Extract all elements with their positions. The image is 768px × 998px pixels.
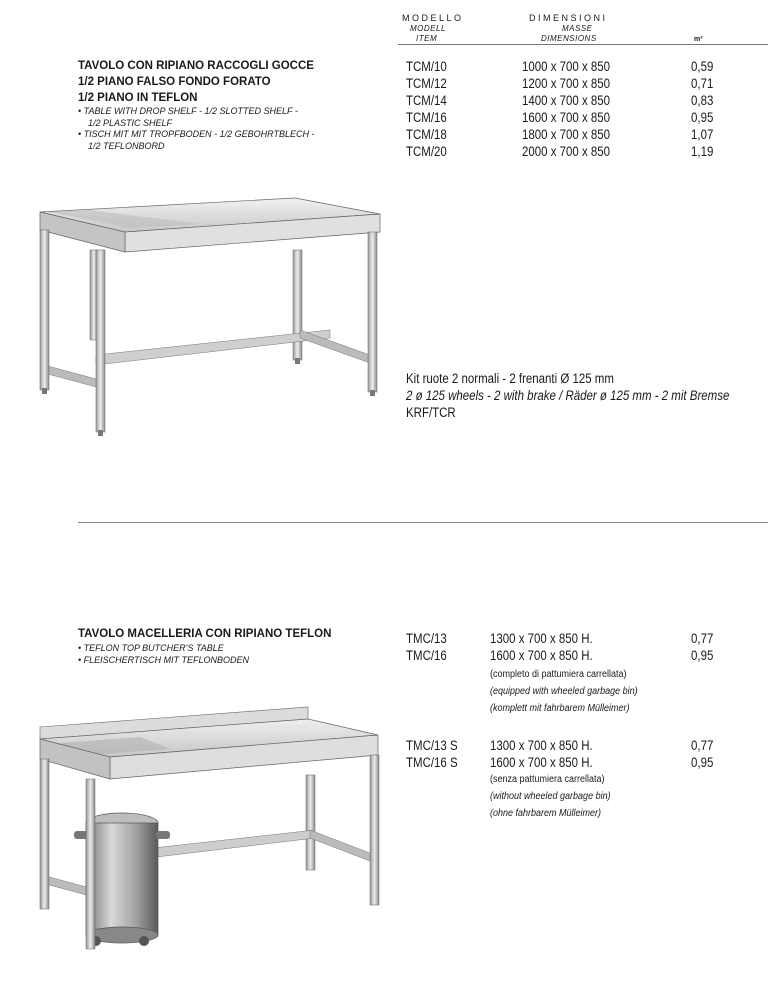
dimensions: 1800 x 700 x 850: [522, 127, 611, 142]
kit-info: [406, 370, 768, 421]
volume: 0,71: [691, 76, 714, 91]
butcher-table-image: [30, 705, 385, 955]
header-masse: MASSE: [562, 24, 593, 33]
section1-title-line: 1/2 PIANO IN TEFLON: [78, 92, 198, 104]
section2-group2: [406, 737, 768, 827]
header-dimensioni: DIMENSIONI: [529, 13, 608, 23]
section1-table: [406, 58, 768, 163]
volume: 0,77: [691, 631, 714, 646]
model-code: TCM/14: [406, 93, 447, 108]
table-row: [406, 109, 447, 126]
model-code: TMC/16 S: [406, 755, 458, 770]
dimensions: 1200 x 700 x 850: [522, 76, 611, 91]
table-row: [406, 126, 447, 143]
volume: 1,19: [691, 144, 714, 159]
table-row: [406, 92, 447, 109]
table-row: [406, 75, 447, 92]
note-line: (ohne fahrbarem Mülleimer): [490, 808, 602, 819]
section-divider: [78, 522, 768, 523]
kit-line-it: Kit ruote 2 normali - 2 frenanti Ø 125 mm: [406, 371, 614, 386]
note-line: (equipped with wheeled garbage bin): [490, 686, 638, 697]
header-dimensions: DIMENSIONS: [541, 34, 597, 43]
volume: 0,59: [691, 59, 714, 74]
note-line: (senza pattumiera carrellata): [490, 774, 605, 785]
dimensions: 1300 x 700 x 850 H.: [490, 738, 593, 753]
model-code: TCM/20: [406, 144, 447, 159]
dimensions: 1600 x 700 x 850: [522, 110, 611, 125]
model-code: TMC/16: [406, 648, 447, 663]
header-item: ITEM: [416, 34, 438, 43]
section1-sub-line: • TABLE WITH DROP SHELF - 1/2 SLOTTED SHELF -: [78, 106, 298, 116]
dimensions: 1400 x 700 x 850: [522, 93, 611, 108]
dimensions: 1300 x 700 x 850 H.: [490, 631, 593, 646]
volume: 0,95: [691, 648, 714, 663]
volume: 0,95: [691, 110, 714, 125]
dimensions: 1000 x 700 x 850: [522, 59, 611, 74]
note-line: (without wheeled garbage bin): [490, 791, 611, 802]
table-row: [406, 143, 447, 160]
volume: 0,95: [691, 755, 714, 770]
model-code: TMC/13: [406, 631, 447, 646]
model-code: TCM/18: [406, 127, 447, 142]
section1-subtitles: [78, 106, 315, 152]
section2-title: TAVOLO MACELLERIA CON RIPIANO TEFLON: [78, 628, 332, 640]
model-code: TCM/10: [406, 59, 447, 74]
section1-title-line: 1/2 PIANO FALSO FONDO FORATO: [78, 76, 271, 88]
volume: 1,07: [691, 127, 714, 142]
model-code: TMC/13 S: [406, 738, 458, 753]
section1-sub-line: 1/2 TEFLONBORD: [88, 140, 165, 151]
dimensions: 1600 x 700 x 850 H.: [490, 755, 593, 770]
header-modello: MODELLO: [402, 13, 464, 23]
section1-sub-line: • TISCH MIT MIT TROPFBODEN - 1/2 GEBOHRTBLECH -: [78, 129, 315, 139]
dimensions: 1600 x 700 x 850 H.: [490, 648, 593, 663]
section2-group1: [406, 630, 768, 720]
volume: 0,77: [691, 738, 714, 753]
header-modell: MODELL: [410, 24, 446, 33]
section2-subtitles: [78, 643, 249, 666]
section1-title: [78, 58, 314, 106]
section1-title-line: TAVOLO CON RIPIANO RACCOGLI GOCCE: [78, 60, 314, 72]
table-drip-shelf-image: [30, 190, 390, 445]
section2-sub-line: • TEFLON TOP BUTCHER'S TABLE: [78, 643, 224, 653]
table-row: [406, 58, 447, 75]
volume: 0,83: [691, 93, 714, 108]
section1-sub-line: 1/2 PLASTIC SHELF: [88, 117, 173, 128]
dimensions: 2000 x 700 x 850: [522, 144, 611, 159]
note-line: (komplett mit fahrbarem Mülleimer): [490, 703, 630, 714]
kit-code: KRF/TCR: [406, 405, 456, 420]
header-m3: m³: [694, 36, 703, 43]
section2-sub-line: • FLEISCHERTISCH MIT TEFLONBODEN: [78, 654, 250, 665]
kit-line-en-de: 2 ø 125 wheels - 2 with brake / Räder ø 125 mm - 2 mit Bremse: [406, 388, 730, 403]
header-rule: [398, 44, 768, 45]
model-code: TCM/16: [406, 110, 447, 125]
note-line: (completo di pattumiera carrellata): [490, 669, 627, 680]
model-code: TCM/12: [406, 76, 447, 91]
